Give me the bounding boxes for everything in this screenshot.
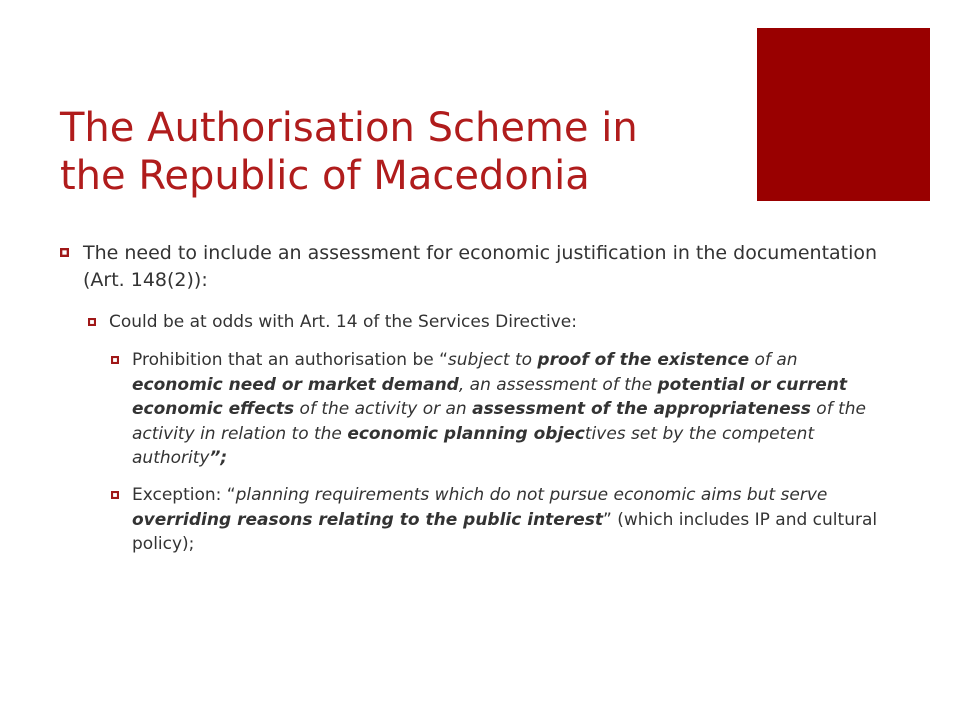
text-run: ” (which includes IP and cultural policy); [132,509,878,555]
text-run: , an assessment of the [458,374,658,395]
emphasis-run: economic need or market demand [132,374,459,395]
text-run: ”; [209,448,228,469]
accent-block [757,28,930,201]
square-bullet-icon [111,491,119,499]
bullet-economic-justification [60,240,880,294]
slide-title [60,104,750,200]
square-bullet-icon [111,356,119,364]
text-run: Prohibition that an authorisation be “ [132,350,448,370]
emphasis-run: potential or current economic effects [132,374,847,420]
text-run: of an [749,350,798,370]
text-run: subject to [447,350,538,370]
bullet-services-directive [60,310,880,334]
square-bullet-icon [60,248,69,257]
bullet-text: The need to include an assessment for economic justification in the documentation (Art. 148(2)): [83,242,878,291]
emphasis-run: assessment of the appropriateness [472,399,811,420]
square-bullet-icon [88,318,96,326]
text-run: tives set by the competent authority [132,423,815,469]
emphasis-run: overriding reasons relating to the public interest [132,509,603,530]
bullet-prohibition [60,348,880,471]
text-run: Exception: “ [132,484,236,505]
title-line-2: the Republic of Macedonia [60,153,590,199]
text-run: of the activity or an [294,399,473,420]
text-run: of the activity in relation to the [132,399,866,444]
emphasis-run: proof of the existence [537,350,750,370]
title-line-1: The Authorisation Scheme in [60,105,638,151]
bullet-text: Could be at odds with Art. 14 of the Services Directive: [109,312,577,332]
bullet-exception [60,483,880,557]
slide-body [60,240,880,569]
text-run: planning requirements which do not pursue economic aims but serve [235,484,828,505]
bullet-text [132,485,877,554]
emphasis-run: economic planning objec [347,423,585,444]
bullet-text [132,350,866,468]
